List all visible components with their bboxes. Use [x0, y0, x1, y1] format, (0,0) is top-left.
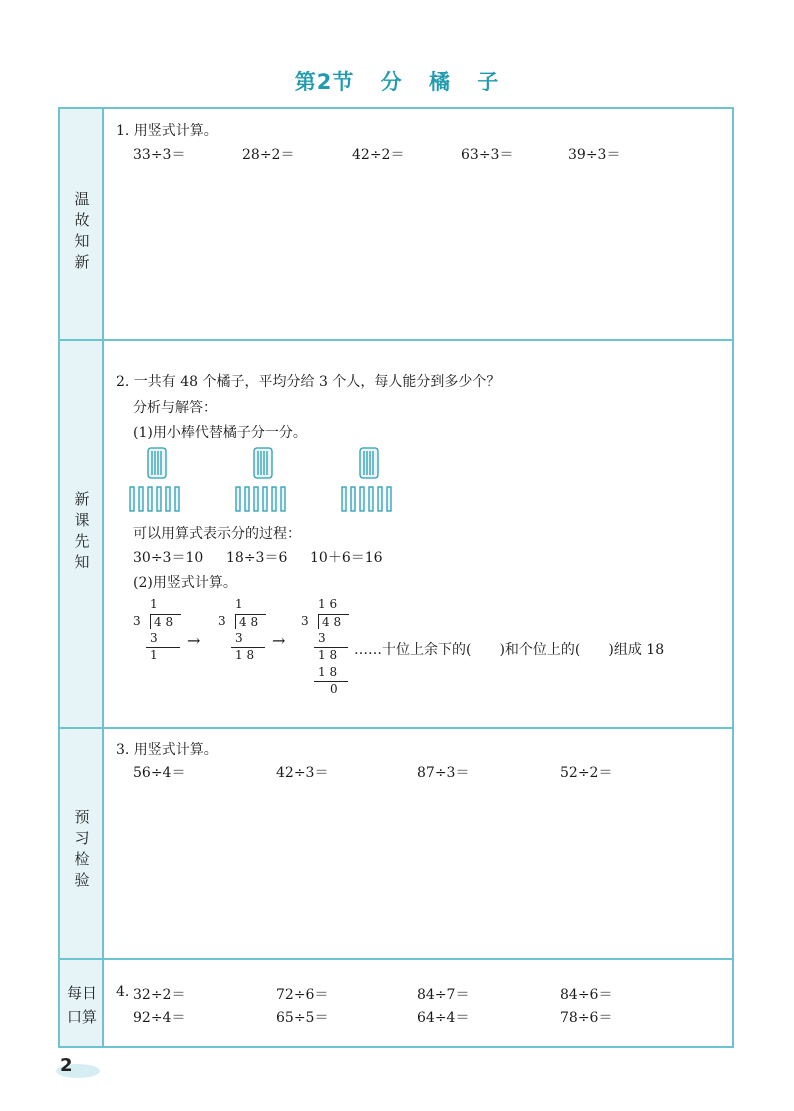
q3-item: 52÷2＝: [560, 765, 613, 781]
title-char: 分: [380, 70, 403, 94]
question-4-number: 4.: [116, 984, 130, 1000]
question-3-prompt: 3. 用竖式计算。: [116, 742, 218, 758]
step-1: (1)用小棒代替橘子分一分。: [133, 425, 307, 441]
section-label-preview: 预 习 检 验: [74, 808, 90, 889]
q4-item: 65÷5＝: [276, 1010, 329, 1026]
section-label-daily: 每日 口算: [66, 984, 97, 1026]
sticks-illustration: [126, 445, 426, 515]
question-1-prompt: 1. 用竖式计算。: [116, 123, 218, 139]
fill-in-text: ……十位上余下的( )和个位上的( )组成 18: [354, 642, 665, 658]
page-title: [0, 66, 794, 96]
q1-item: 39÷3＝: [568, 147, 621, 163]
q4-item: 84÷6＝: [560, 987, 613, 1003]
q4-item: 78÷6＝: [560, 1010, 613, 1026]
question-2-prompt: 2. 一共有 48 个橘子，平均分给 3 个人，每人能分到多少个？: [116, 374, 501, 390]
q3-item: 42÷3＝: [276, 765, 329, 781]
arrow-icon: →: [187, 631, 201, 650]
expr-item: 30÷3＝10: [133, 550, 204, 566]
q3-item: 87÷3＝: [417, 765, 470, 781]
title-char: 子: [477, 70, 500, 94]
q1-item: 42÷2＝: [352, 147, 405, 163]
expr-item: 10＋6＝16: [310, 550, 383, 566]
section-label-new-lesson: 新 课 先 知: [74, 490, 90, 571]
arrow-icon: →: [272, 631, 286, 650]
step-2: (2)用竖式计算。: [133, 575, 237, 591]
q1-item: 28÷2＝: [242, 147, 295, 163]
q4-item: 32÷2＝: [133, 987, 186, 1003]
title-char: 橘: [428, 70, 451, 94]
q4-item: 84÷7＝: [417, 987, 470, 1003]
q3-item: 56÷4＝: [133, 765, 186, 781]
analysis-heading: 分析与解答：: [133, 400, 217, 416]
q1-item: 33÷3＝: [133, 147, 186, 163]
divider: [60, 339, 732, 341]
divider: [60, 727, 732, 729]
q4-item: 64÷4＝: [417, 1010, 470, 1026]
page-number: 2: [60, 1055, 73, 1076]
expr-intro: 可以用算式表示分的过程：: [133, 526, 301, 542]
q4-item: 92÷4＝: [133, 1010, 186, 1026]
worksheet-frame: 温 故 知 新 新 课 先 知 预 习 检 验 每日 口算 1. 用竖式计算。 33÷3＝ 28÷2＝ 42÷2＝ 63÷3＝ 39÷3＝ 2. 一共有 48 个橘子，平均分给 3 个人，每人能分到多少个？ 分析与解答： (1)用小棒代替橘子分一分。 可以用算式表示分的过程： 30÷3＝10 18÷3＝6 10＋6＝16 (2)用竖式计算。 1 3 4 8 3 1 → 1 3 4 8 3 1 8 → 1 6 3 4 8 3 1 8 1 8 0 ……十位上余下的( )和个位上的( )组成 18 3. 用竖式计算。 56÷4＝ 42÷3＝ 87÷3＝ 52÷2＝ 4. 32÷2＝ 72÷6＝ 84÷7＝ 84÷6＝ 92÷4＝ 65÷5＝ 64÷4＝ 78÷6＝: [58, 107, 734, 1048]
divider: [60, 958, 732, 960]
expr-item: 18÷3＝6: [226, 550, 288, 566]
q1-item: 63÷3＝: [461, 147, 514, 163]
q4-item: 72÷6＝: [276, 987, 329, 1003]
section-label-review: 温 故 知 新: [74, 190, 90, 271]
section-number: 第2节: [294, 70, 355, 94]
